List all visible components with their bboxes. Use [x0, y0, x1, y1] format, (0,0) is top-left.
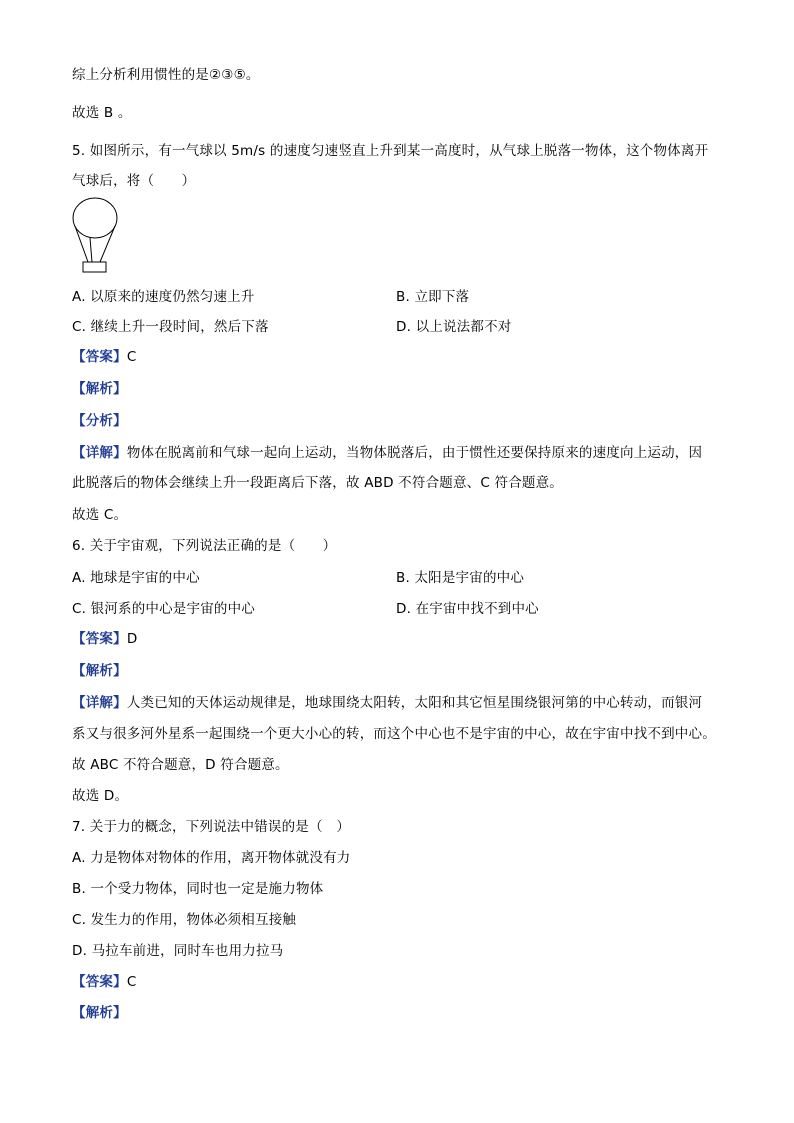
q7-stem: 7. 关于力的概念，下列说法中错误的是（ ）	[72, 819, 351, 835]
q7-answer-line	[72, 973, 136, 991]
q7-analysis-line	[72, 1004, 127, 1022]
q7-option-b: B. 一个受力物体，同时也一定是施力物体	[72, 881, 324, 897]
summary-line: 综上分析利用惯性的是②③⑤。	[72, 67, 260, 83]
q7-analysis-tag: 【解析】	[72, 1005, 127, 1021]
q5-stem-line1: 5. 如图所示，有一气球以 5m/s 的速度匀速竖直上升到某一高度时，从气球上脱落一物体，这个物体离开	[72, 143, 709, 159]
q5-stem-line2: 气球后，将（ ）	[72, 173, 196, 189]
q5-option-b: B. 立即下落	[396, 289, 470, 305]
balloon-figure	[68, 196, 124, 278]
q7-answer-value: C	[126, 974, 137, 990]
q6-choose-line: 故选 D。	[72, 788, 129, 804]
q5-detail-line1	[72, 444, 702, 462]
q6-analysis-tag: 【解析】	[72, 663, 127, 679]
q6-stem: 6. 关于宇宙观，下列说法正确的是（ ）	[72, 538, 337, 554]
q6-detail-line1	[72, 694, 702, 712]
q5-detail-tag: 【详解】	[72, 445, 127, 461]
q5-option-d: D. 以上说法都不对	[396, 319, 512, 335]
q5-answer-value: C	[126, 349, 137, 365]
q6-detail-line2: 系又与很多河外星系一起围绕一个更大小心的转，而这个中心也不是宇宙的中心，故在宇宙中找不到中心。	[72, 726, 716, 742]
q5-fenxi-tag: 【分析】	[72, 413, 127, 429]
q6-detail-line3: 故 ABC 不符合题意，D 符合题意。	[72, 757, 289, 773]
q6-option-d: D. 在宇宙中找不到中心	[396, 601, 539, 617]
q5-choose-line: 故选 C。	[72, 507, 128, 523]
q5-answer-tag: 【答案】	[72, 349, 127, 365]
q7-option-d: D. 马拉车前进，同时车也用力拉马	[72, 943, 284, 959]
q6-answer-value: D	[126, 631, 138, 647]
q5-fenxi-line	[72, 412, 127, 430]
balloon-rope-right	[100, 226, 115, 262]
q6-answer-tag: 【答案】	[72, 631, 127, 647]
q5-analysis-line	[72, 380, 127, 398]
q6-answer-line	[72, 630, 137, 648]
q7-answer-tag: 【答案】	[72, 974, 127, 990]
q6-option-b: B. 太阳是宇宙的中心	[396, 570, 525, 586]
choose-b-line: 故选 B 。	[72, 105, 132, 121]
q6-option-a: A. 地球是宇宙的中心	[72, 570, 200, 586]
q7-option-a: A. 力是物体对物体的作用，离开物体就没有力	[72, 850, 351, 866]
q6-option-c: C. 银河系的中心是宇宙的中心	[72, 601, 256, 617]
q6-detail-text1: 人类已知的天体运动规律是，地球围绕太阳转，太阳和其它恒星围绕银河第的中心转动，而银河	[126, 695, 703, 711]
balloon-shape	[73, 198, 117, 238]
q5-detail-line2: 此脱落后的物体会继续上升一段距离后下落，故 ABD 不符合题意、C 符合题意。	[72, 475, 563, 491]
q5-analysis-tag: 【解析】	[72, 381, 127, 397]
q7-option-c: C. 发生力的作用，物体必须相互接触	[72, 912, 297, 928]
q5-option-c: C. 继续上升一段时间，然后下落	[72, 319, 269, 335]
q5-answer-line	[72, 348, 136, 366]
balloon-basket	[83, 262, 106, 272]
q6-detail-tag: 【详解】	[72, 695, 127, 711]
q5-detail-text1: 物体在脱离前和气球一起向上运动，当物体脱落后，由于惯性还要保持原来的速度向上运动，因	[126, 445, 703, 461]
q5-option-a: A. 以原来的速度仍然匀速上升	[72, 289, 255, 305]
balloon-rope-middle	[90, 238, 92, 262]
balloon-rope-left	[75, 226, 88, 262]
q6-analysis-line	[72, 662, 127, 680]
